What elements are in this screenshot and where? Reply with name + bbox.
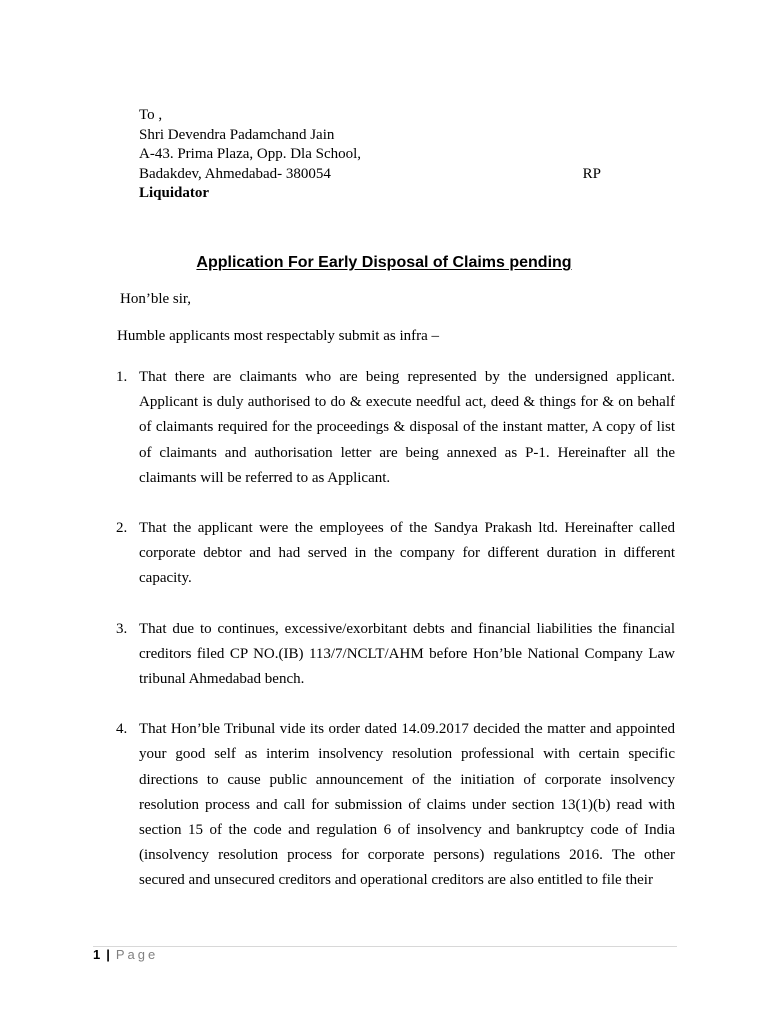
- address-role-rp: RP: [582, 165, 601, 182]
- list-item-number: 3.: [116, 620, 128, 637]
- footer-separator: |: [106, 947, 110, 962]
- address-name: Shri Devendra Padamchand Jain: [139, 126, 335, 143]
- address-line-2-row: [139, 165, 601, 185]
- address-line-2: Badakdev, Ahmedabad- 380054: [139, 165, 331, 182]
- address-to: To ,: [139, 107, 163, 123]
- address-role-liquidator: Liquidator: [139, 185, 210, 201]
- footer-divider: [93, 946, 677, 947]
- list-item-number: 4.: [116, 721, 128, 738]
- list-item-text: That the applicant were the employees of the Sandya Prakash ltd. Hereinafter called corporate debtor and had served in the company for different duration in different capacity.: [139, 520, 675, 587]
- list-item: [114, 365, 675, 491]
- page-footer: [93, 947, 158, 962]
- intro-paragraph: Humble applicants most respectably submit as infra –: [117, 328, 440, 344]
- list-item: [114, 516, 675, 592]
- list-item-text: That there are claimants who are being represented by the undersigned applicant. Applicant is duly authorised to do & execute needful act, deed & things for & on behalf of claimants required for the proceedings & disposal of the instant matter, A copy of list of claimants and authorisation letter are being annexed as P-1. Hereinafter all the claimants will be referred to as Applicant.: [139, 369, 675, 486]
- footer-page-number: 1: [93, 947, 101, 962]
- list-item-text: That due to continues, excessive/exorbitant debts and financial liabilities the financial creditors filed CP NO.(IB) 113/7/NCLT/AHM before Hon’ble National Company Law tribunal Ahmedabad bench.: [139, 620, 675, 688]
- list-item: [114, 617, 675, 693]
- salutation: Hon’ble sir,: [120, 291, 192, 307]
- footer-page-label: Page: [115, 947, 159, 962]
- list-item-number: 2.: [116, 520, 128, 537]
- document-title: Application For Early Disposal of Claims pending: [196, 254, 572, 271]
- numbered-list: [114, 365, 675, 919]
- list-item: [114, 717, 675, 893]
- address-block: [139, 106, 639, 204]
- list-item-text: That Hon’ble Tribunal vide its order dated 14.09.2017 decided the matter and appointed your good self as interim insolvency resolution professional with certain specific directions to cause public announcement of the initiation of corporate insolvency resolution process and call for submission of claims under section 13(1)(b) read with section 15 of the code and regulation 6 of insolvency and bankruptcy code of India (insolvency resolution process for corporate persons) regulations 2016. The other secured and unsecured creditors and operational creditors are also entitled to file their: [139, 721, 675, 889]
- address-line-1: A-43. Prima Plaza, Opp. Dla School,: [139, 146, 362, 162]
- list-item-number: 1.: [116, 369, 128, 385]
